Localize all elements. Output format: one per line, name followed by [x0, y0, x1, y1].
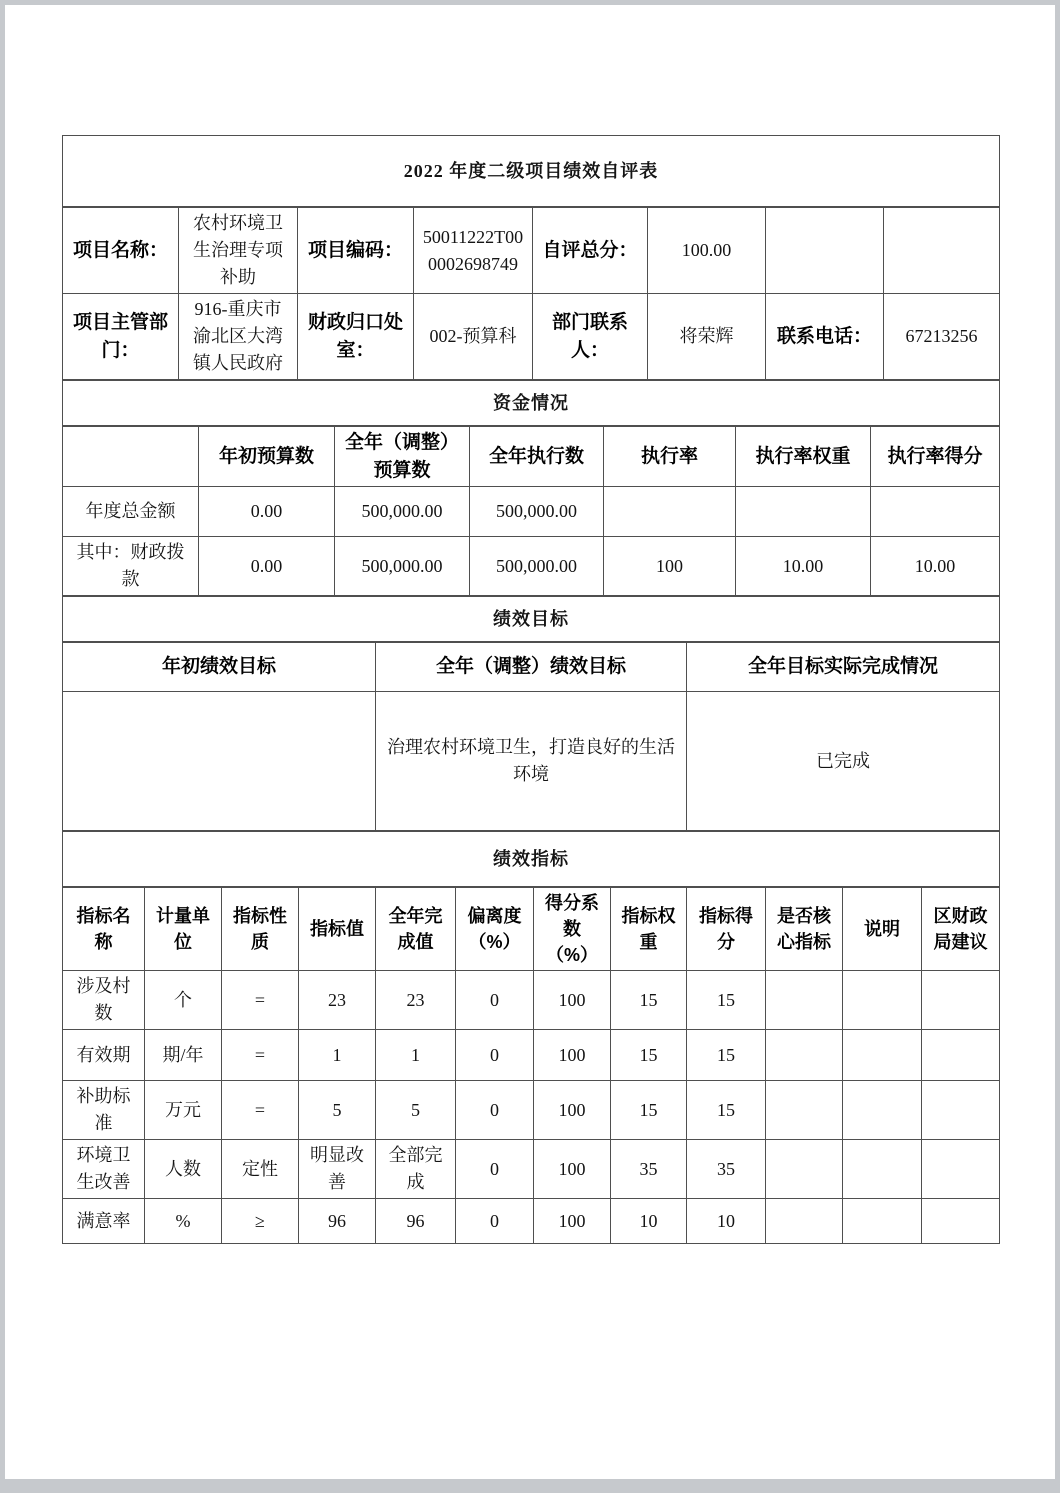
header-cell: 全年（调整）预算数 — [335, 427, 470, 487]
table-cell: 96 — [299, 1199, 376, 1244]
table-cell: 其中：财政拨款 — [63, 537, 199, 596]
header-cell — [63, 427, 199, 487]
goals-table — [62, 642, 1000, 831]
table-cell — [766, 208, 884, 294]
title-table — [62, 135, 1000, 207]
table-cell: 35 — [611, 1140, 687, 1199]
header-cell: 执行率权重 — [736, 427, 871, 487]
table-cell: 002-预算科 — [414, 294, 533, 380]
table-cell: 0 — [456, 1199, 534, 1244]
table-cell — [884, 208, 1000, 294]
table-cell: 1 — [376, 1030, 456, 1081]
table-cell: 100 — [534, 1199, 611, 1244]
table-cell — [843, 1030, 922, 1081]
table-cell: 项目主管部门： — [63, 294, 179, 380]
table-cell: 5 — [299, 1081, 376, 1140]
table-cell: 有效期 — [63, 1030, 145, 1081]
table-cell: 23 — [299, 971, 376, 1030]
table-cell: 100.00 — [648, 208, 766, 294]
header-row — [63, 888, 1000, 971]
table-cell: ≥ — [222, 1199, 299, 1244]
header-cell: 计量单位 — [145, 888, 222, 971]
table-row — [63, 537, 1000, 596]
table-cell — [871, 487, 1000, 537]
header-cell: 指标权重 — [611, 888, 687, 971]
table-cell — [766, 1030, 843, 1081]
table-cell: 0.00 — [199, 537, 335, 596]
table-cell: 期/年 — [145, 1030, 222, 1081]
table-cell — [922, 971, 1000, 1030]
table-cell: = — [222, 1030, 299, 1081]
table-cell: 0 — [456, 1081, 534, 1140]
table-row — [63, 692, 1000, 831]
document-page — [5, 5, 1055, 1479]
table-cell: 35 — [687, 1140, 766, 1199]
table-cell: 年度总金额 — [63, 487, 199, 537]
table-cell: 100 — [534, 971, 611, 1030]
table-cell: 100 — [604, 537, 736, 596]
table-cell: 0 — [456, 1140, 534, 1199]
header-cell: 说明 — [843, 888, 922, 971]
evaluation-form — [62, 135, 1000, 1244]
section-title-funding: 资金情况 — [63, 381, 1000, 426]
table-cell: 10.00 — [736, 537, 871, 596]
table-row — [63, 1030, 1000, 1081]
header-cell: 年初预算数 — [199, 427, 335, 487]
header-cell: 全年目标实际完成情况 — [687, 643, 1000, 692]
table-cell: 个 — [145, 971, 222, 1030]
header-cell: 全年完成值 — [376, 888, 456, 971]
header-cell: 执行率得分 — [871, 427, 1000, 487]
header-row — [63, 643, 1000, 692]
table-cell — [766, 1199, 843, 1244]
table-cell: 0 — [456, 971, 534, 1030]
table-cell: 67213256 — [884, 294, 1000, 380]
table-cell — [843, 1081, 922, 1140]
table-cell: 15 — [687, 1081, 766, 1140]
table-cell: 涉及村数 — [63, 971, 145, 1030]
section-title-goals: 绩效目标 — [63, 597, 1000, 642]
header-cell: 指标值 — [299, 888, 376, 971]
section-row — [63, 381, 1000, 426]
table-cell: 自评总分： — [533, 208, 648, 294]
table-cell: 10.00 — [871, 537, 1000, 596]
table-cell — [843, 1140, 922, 1199]
table-cell: 满意率 — [63, 1199, 145, 1244]
goals-section-band — [62, 596, 1000, 642]
table-cell: 项目编码： — [298, 208, 414, 294]
table-cell: 治理农村环境卫生，打造良好的生活环境 — [376, 692, 687, 831]
table-row — [63, 1081, 1000, 1140]
header-cell: 偏离度（%） — [456, 888, 534, 971]
table-cell: 定性 — [222, 1140, 299, 1199]
table-row — [63, 971, 1000, 1030]
header-cell: 是否核心指标 — [766, 888, 843, 971]
table-cell: 0.00 — [199, 487, 335, 537]
title-row — [63, 136, 1000, 207]
table-cell: 500,000.00 — [470, 487, 604, 537]
table-row — [63, 1140, 1000, 1199]
section-row — [63, 832, 1000, 887]
table-cell: 万元 — [145, 1081, 222, 1140]
table-cell: 已完成 — [687, 692, 1000, 831]
table-cell: 环境卫生改善 — [63, 1140, 145, 1199]
indicators-section-band — [62, 831, 1000, 887]
table-cell: 农村环境卫生治理专项补助 — [179, 208, 298, 294]
table-cell — [922, 1140, 1000, 1199]
table-cell — [843, 971, 922, 1030]
table-cell: 916-重庆市渝北区大湾镇人民政府 — [179, 294, 298, 380]
table-cell: 15 — [611, 1030, 687, 1081]
table-cell: 15 — [687, 1030, 766, 1081]
table-row — [63, 208, 1000, 294]
header-cell: 年初绩效目标 — [63, 643, 376, 692]
table-row — [63, 487, 1000, 537]
table-cell: 500,000.00 — [335, 537, 470, 596]
table-cell: = — [222, 1081, 299, 1140]
table-cell: 10 — [687, 1199, 766, 1244]
table-cell: 23 — [376, 971, 456, 1030]
table-cell — [843, 1199, 922, 1244]
table-cell — [63, 692, 376, 831]
header-cell: 指标得分 — [687, 888, 766, 971]
indicators-table — [62, 887, 1000, 1244]
table-cell — [766, 1140, 843, 1199]
table-cell: 15 — [687, 971, 766, 1030]
table-row — [63, 1199, 1000, 1244]
header-cell: 全年（调整）绩效目标 — [376, 643, 687, 692]
table-cell: 500,000.00 — [335, 487, 470, 537]
table-cell — [604, 487, 736, 537]
table-cell — [766, 971, 843, 1030]
table-cell: 50011222T000002698749 — [414, 208, 533, 294]
table-row — [63, 294, 1000, 380]
table-cell: 96 — [376, 1199, 456, 1244]
table-cell — [922, 1030, 1000, 1081]
table-cell: 10 — [611, 1199, 687, 1244]
project-info-table — [62, 207, 1000, 380]
funding-table — [62, 426, 1000, 596]
table-cell: 联系电话： — [766, 294, 884, 380]
table-cell: 100 — [534, 1030, 611, 1081]
header-row — [63, 427, 1000, 487]
table-cell: = — [222, 971, 299, 1030]
header-cell: 全年执行数 — [470, 427, 604, 487]
funding-section-band — [62, 380, 1000, 426]
table-cell: 100 — [534, 1081, 611, 1140]
table-cell: 15 — [611, 971, 687, 1030]
table-cell: 将荣辉 — [648, 294, 766, 380]
document-title: 2022 年度二级项目绩效自评表 — [63, 136, 1000, 207]
table-cell: 财政归口处室： — [298, 294, 414, 380]
table-cell: 人数 — [145, 1140, 222, 1199]
table-cell — [922, 1081, 1000, 1140]
header-cell: 得分系数（%） — [534, 888, 611, 971]
table-cell — [766, 1081, 843, 1140]
table-cell: 5 — [376, 1081, 456, 1140]
table-cell: 100 — [534, 1140, 611, 1199]
table-cell: 500,000.00 — [470, 537, 604, 596]
header-cell: 区财政局建议 — [922, 888, 1000, 971]
table-cell: % — [145, 1199, 222, 1244]
table-cell: 明显改善 — [299, 1140, 376, 1199]
table-cell: 全部完成 — [376, 1140, 456, 1199]
header-cell: 指标名称 — [63, 888, 145, 971]
table-cell: 补助标准 — [63, 1081, 145, 1140]
section-row — [63, 597, 1000, 642]
table-cell — [736, 487, 871, 537]
table-cell: 部门联系人： — [533, 294, 648, 380]
table-cell: 项目名称： — [63, 208, 179, 294]
table-cell: 0 — [456, 1030, 534, 1081]
header-cell: 指标性质 — [222, 888, 299, 971]
table-cell: 15 — [611, 1081, 687, 1140]
table-cell — [922, 1199, 1000, 1244]
table-cell: 1 — [299, 1030, 376, 1081]
header-cell: 执行率 — [604, 427, 736, 487]
section-title-indicators: 绩效指标 — [63, 832, 1000, 887]
